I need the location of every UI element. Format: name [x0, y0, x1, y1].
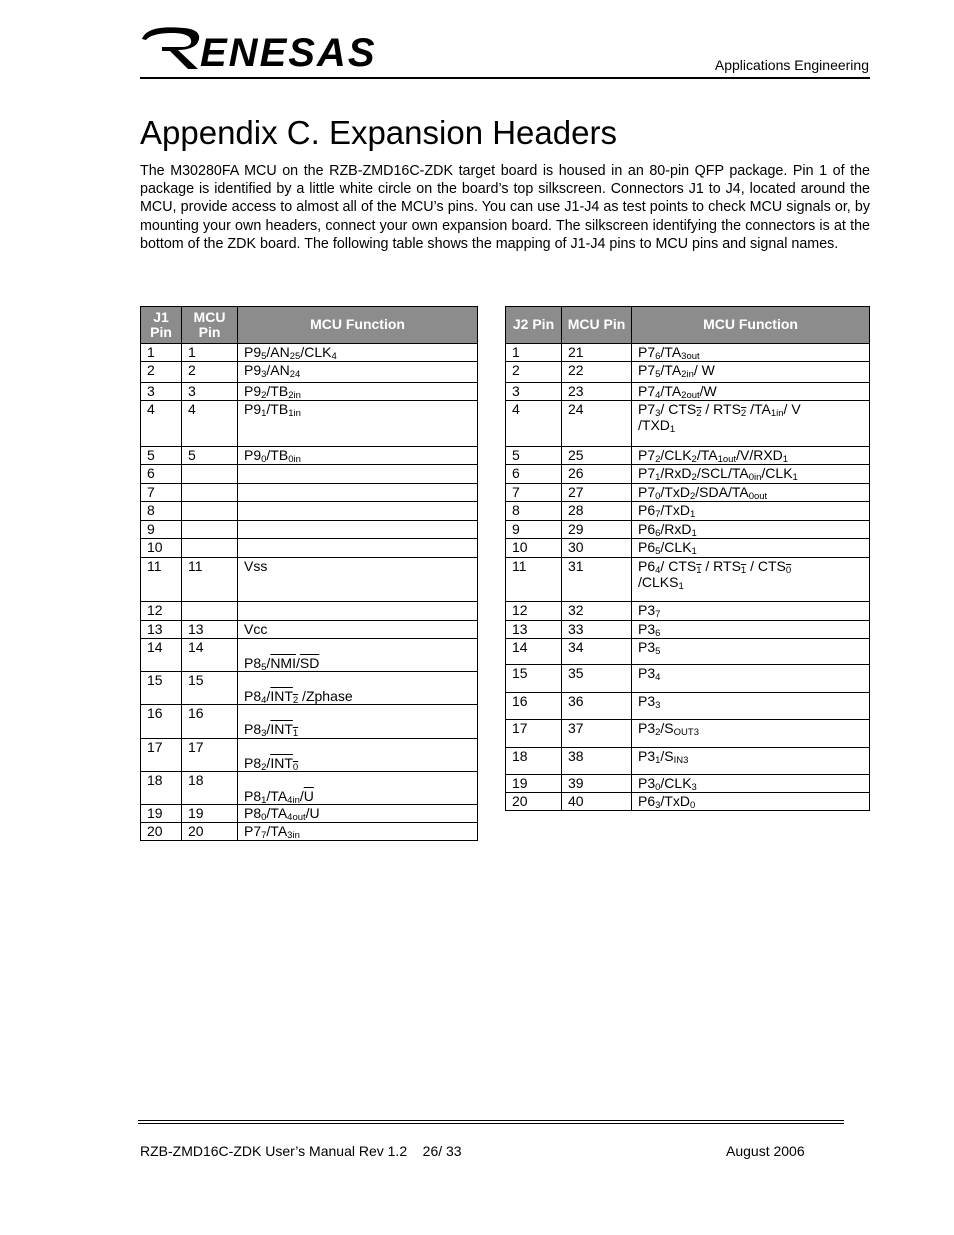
header-pin-cell: 4	[506, 401, 562, 447]
mcu-pin-cell: 2	[182, 362, 238, 383]
mcu-pin-cell: 34	[562, 639, 632, 665]
header-pin-cell: 11	[141, 558, 182, 602]
header-pin-cell: 14	[141, 639, 182, 672]
table-row	[141, 771, 478, 804]
table-row	[141, 602, 478, 621]
column-header: J2 Pin	[506, 307, 562, 344]
header-pin-cell: 8	[141, 502, 182, 521]
mcu-pin-cell: 1	[182, 344, 238, 362]
mcu-pin-cell: 33	[562, 621, 632, 639]
mcu-pin-cell: 39	[562, 775, 632, 793]
mcu-function-cell: $P6_6/RxD_1$	[632, 521, 870, 539]
table-row	[141, 484, 478, 502]
table-row	[506, 602, 870, 621]
header-pin-cell: 15	[506, 665, 562, 693]
header-pin-cell: 3	[506, 383, 562, 401]
svg-text:ENESAS: ENESAS	[200, 31, 377, 74]
table-row	[506, 558, 870, 602]
mcu-function-cell: $P7_0/TxD_2/SDA/TA_{0out}$	[632, 484, 870, 502]
header-pin-cell: 12	[141, 602, 182, 621]
mcu-pin-cell: 25	[562, 447, 632, 465]
table-row	[141, 362, 478, 383]
table-row	[141, 502, 478, 521]
header-pin-cell: 9	[141, 521, 182, 539]
mcu-pin-cell: 24	[562, 401, 632, 447]
mcu-function-cell: $P7_1/RxD_2/SCL/TA_{0in}/CLK_1$	[632, 465, 870, 484]
column-header: J1 Pin	[141, 307, 182, 344]
mcu-function-cell	[238, 502, 478, 521]
table-row	[141, 539, 478, 558]
header-pin-cell: 16	[506, 693, 562, 720]
header-pin-cell: 20	[141, 822, 182, 840]
table-row	[141, 738, 478, 771]
header-pin-cell: 19	[506, 775, 562, 793]
mcu-function-cell: $P3_4$	[632, 665, 870, 693]
mcu-function-cell: $P8_0/TA_{4out}/U$	[238, 804, 478, 822]
mcu-function-cell: $P8_5/\overline{NMI}/\overline{SD}$	[238, 639, 478, 672]
mcu-function-cell: $P3_0/CLK_3$	[632, 775, 870, 793]
footer-date: August 2006	[726, 1143, 805, 1159]
table-row	[141, 447, 478, 465]
mcu-function-cell: $P8_2/INT_0$	[238, 738, 478, 771]
table-row	[141, 822, 478, 840]
mcu-pin-cell: 26	[562, 465, 632, 484]
header-pin-cell: 11	[506, 558, 562, 602]
header-pin-cell: 5	[141, 447, 182, 465]
mcu-pin-cell: 37	[562, 720, 632, 748]
header-pin-cell: 16	[141, 705, 182, 738]
mcu-pin-cell: 23	[562, 383, 632, 401]
table-row	[141, 344, 478, 362]
mcu-function-cell: $P7_5/TA_{2in}/$ $\overline{W}$	[632, 362, 870, 383]
mcu-function-cell	[238, 484, 478, 502]
j2-pin-table	[505, 306, 870, 811]
mcu-pin-cell: 4	[182, 401, 238, 447]
table-row	[506, 447, 870, 465]
table-row	[141, 521, 478, 539]
table-row	[506, 665, 870, 693]
mcu-function-cell	[238, 465, 478, 484]
mcu-pin-cell: 11	[182, 558, 238, 602]
mcu-pin-cell: 16	[182, 705, 238, 738]
header-pin-cell: 10	[506, 539, 562, 558]
mcu-function-cell	[238, 602, 478, 621]
mcu-pin-cell: 18	[182, 771, 238, 804]
mcu-function-cell: $P6_5/CLK_1$	[632, 539, 870, 558]
table-row	[141, 383, 478, 401]
mcu-function-cell: $P6_7/TxD_1$	[632, 502, 870, 521]
header-pin-cell: 1	[141, 344, 182, 362]
mcu-pin-cell: 21	[562, 344, 632, 362]
table-row	[506, 775, 870, 793]
mcu-pin-cell: 22	[562, 362, 632, 383]
mcu-function-cell: $P3_2/S_{OUT3}$	[632, 720, 870, 748]
header-pin-cell: 17	[141, 738, 182, 771]
header-divider	[140, 77, 870, 79]
header-pin-cell: 1	[506, 344, 562, 362]
renesas-logo	[136, 22, 426, 74]
header-pin-cell: 13	[141, 621, 182, 639]
header-pin-cell: 19	[141, 804, 182, 822]
header-pin-cell: 20	[506, 793, 562, 811]
mcu-function-cell	[238, 521, 478, 539]
header-pin-cell: 12	[506, 602, 562, 621]
table-row	[141, 621, 478, 639]
mcu-function-cell: $P7_2/CLK_2/TA_{1out}/V/RXD_1$	[632, 447, 870, 465]
mcu-pin-cell: 40	[562, 793, 632, 811]
header-pin-cell: 4	[141, 401, 182, 447]
mcu-function-cell: $P7_3/$ $CTS_2 / RTS_2$ $/TA_{1in}/$ $\overline{V}$ $/TXD_1$	[632, 401, 870, 447]
mcu-function-cell: $P3_5$	[632, 639, 870, 665]
mcu-pin-cell: 14	[182, 639, 238, 672]
table-row	[506, 639, 870, 665]
mcu-pin-cell: 5	[182, 447, 238, 465]
mcu-function-cell: $P9_3/AN_{24}$	[238, 362, 478, 383]
mcu-function-cell: $P7_6/TA_{3out}$	[632, 344, 870, 362]
mcu-function-cell: $P6_4/$ $CTS_1 / RTS_1 / CTS_0$ $/CLKS_1$	[632, 558, 870, 602]
column-header: MCU Function	[632, 307, 870, 344]
mcu-pin-cell: 32	[562, 602, 632, 621]
header-pin-cell: 3	[141, 383, 182, 401]
header-pin-cell: 8	[506, 502, 562, 521]
mcu-pin-cell	[182, 502, 238, 521]
column-header: MCU Pin	[562, 307, 632, 344]
mcu-pin-cell: 36	[562, 693, 632, 720]
column-header: MCU Pin	[182, 307, 238, 344]
mcu-pin-cell	[182, 484, 238, 502]
mcu-pin-cell: 17	[182, 738, 238, 771]
mcu-function-cell: $P9_5/AN_{25}/CLK_4$	[238, 344, 478, 362]
mcu-function-cell: $P3_3$	[632, 693, 870, 720]
header-department: Applications Engineering	[714, 57, 869, 73]
mcu-pin-cell: 15	[182, 672, 238, 705]
header-pin-cell: 10	[141, 539, 182, 558]
table-row	[141, 639, 478, 672]
table-row	[141, 672, 478, 705]
header-pin-cell: 14	[506, 639, 562, 665]
mcu-pin-cell: 31	[562, 558, 632, 602]
mcu-function-cell: $P8_4/INT_2$ /Zphase	[238, 672, 478, 705]
mcu-function-cell	[238, 539, 478, 558]
table-row	[141, 401, 478, 447]
table-row	[506, 748, 870, 775]
header-pin-cell: 9	[506, 521, 562, 539]
table-row	[506, 344, 870, 362]
table-row	[506, 401, 870, 447]
mcu-function-cell: $P9_0/TB_{0in}$	[238, 447, 478, 465]
table-row	[141, 804, 478, 822]
j1-pin-table	[140, 306, 478, 841]
header-pin-cell: 17	[506, 720, 562, 748]
mcu-function-cell: Vss	[238, 558, 478, 602]
column-header: MCU Function	[238, 307, 478, 344]
table-row	[506, 521, 870, 539]
header-pin-cell: 18	[506, 748, 562, 775]
mcu-pin-cell	[182, 602, 238, 621]
mcu-pin-cell: 19	[182, 804, 238, 822]
mcu-function-cell: $P7_7/TA_{3in}$	[238, 822, 478, 840]
header-pin-cell: 6	[506, 465, 562, 484]
header-pin-cell: 5	[506, 447, 562, 465]
mcu-pin-cell: 35	[562, 665, 632, 693]
table-row	[506, 484, 870, 502]
table-row	[506, 539, 870, 558]
mcu-pin-cell: 38	[562, 748, 632, 775]
header-pin-cell: 15	[141, 672, 182, 705]
header-pin-cell: 7	[141, 484, 182, 502]
mcu-pin-cell: 28	[562, 502, 632, 521]
table-row	[141, 705, 478, 738]
table-row	[506, 793, 870, 811]
table-row	[506, 693, 870, 720]
mcu-function-cell: $P6_3/TxD_0$	[632, 793, 870, 811]
mcu-pin-cell	[182, 465, 238, 484]
mcu-function-cell: $P3_7$	[632, 602, 870, 621]
mcu-pin-cell: 29	[562, 521, 632, 539]
mcu-function-cell: $P7_4/TA_{2out}/W$	[632, 383, 870, 401]
page-title: Appendix C. Expansion Headers	[140, 114, 617, 151]
mcu-function-cell: $P9_2/TB_{2in}$	[238, 383, 478, 401]
mcu-function-cell: $P8_3/INT_1$	[238, 705, 478, 738]
mcu-function-cell: $P8_1/TA_{4in}/\overline{U}$	[238, 771, 478, 804]
mcu-pin-cell	[182, 521, 238, 539]
footer-divider	[138, 1120, 844, 1124]
mcu-pin-cell: 27	[562, 484, 632, 502]
mcu-pin-cell: 13	[182, 621, 238, 639]
header-pin-cell: 7	[506, 484, 562, 502]
header-pin-cell: 2	[141, 362, 182, 383]
header-pin-cell: 6	[141, 465, 182, 484]
header-pin-cell: 13	[506, 621, 562, 639]
mcu-pin-cell: 3	[182, 383, 238, 401]
mcu-function-cell: $P3_6$	[632, 621, 870, 639]
intro-paragraph: The M30280FA MCU on the RZB-ZMD16C-ZDK target board is housed in an 80-pin QFP package. Pin 1 of the package is identified by a little white circle on the board’s top silkscreen. Connectors J1 to J4, located around the MCU, provide access to almost all of the MCU’s pins. You can use J1-J4 as test points to check MCU signals or, by mounting your own headers, connect your own expansion board. The silkscreen identifying the connectors is at the bottom of the ZDK board. The following table shows the mapping of J1-J4 pins to MCU pins and signal names.	[140, 163, 870, 252]
table-row	[506, 465, 870, 484]
mcu-function-cell: $P9_1/TB_{1in}$	[238, 401, 478, 447]
table-row	[506, 383, 870, 401]
table-row	[506, 362, 870, 383]
mcu-pin-cell	[182, 539, 238, 558]
mcu-pin-cell: 30	[562, 539, 632, 558]
mcu-function-cell: $P3_1/S_{IN3}$	[632, 748, 870, 775]
table-row	[141, 558, 478, 602]
mcu-function-cell: Vcc	[238, 621, 478, 639]
header-pin-cell: 18	[141, 771, 182, 804]
header-pin-cell: 2	[506, 362, 562, 383]
footer-manual-info: RZB-ZMD16C-ZDK User’s Manual Rev 1.2 26/ 33	[140, 1143, 462, 1159]
table-row	[141, 465, 478, 484]
table-row	[506, 502, 870, 521]
mcu-pin-cell: 20	[182, 822, 238, 840]
table-row	[506, 621, 870, 639]
table-row	[506, 720, 870, 748]
